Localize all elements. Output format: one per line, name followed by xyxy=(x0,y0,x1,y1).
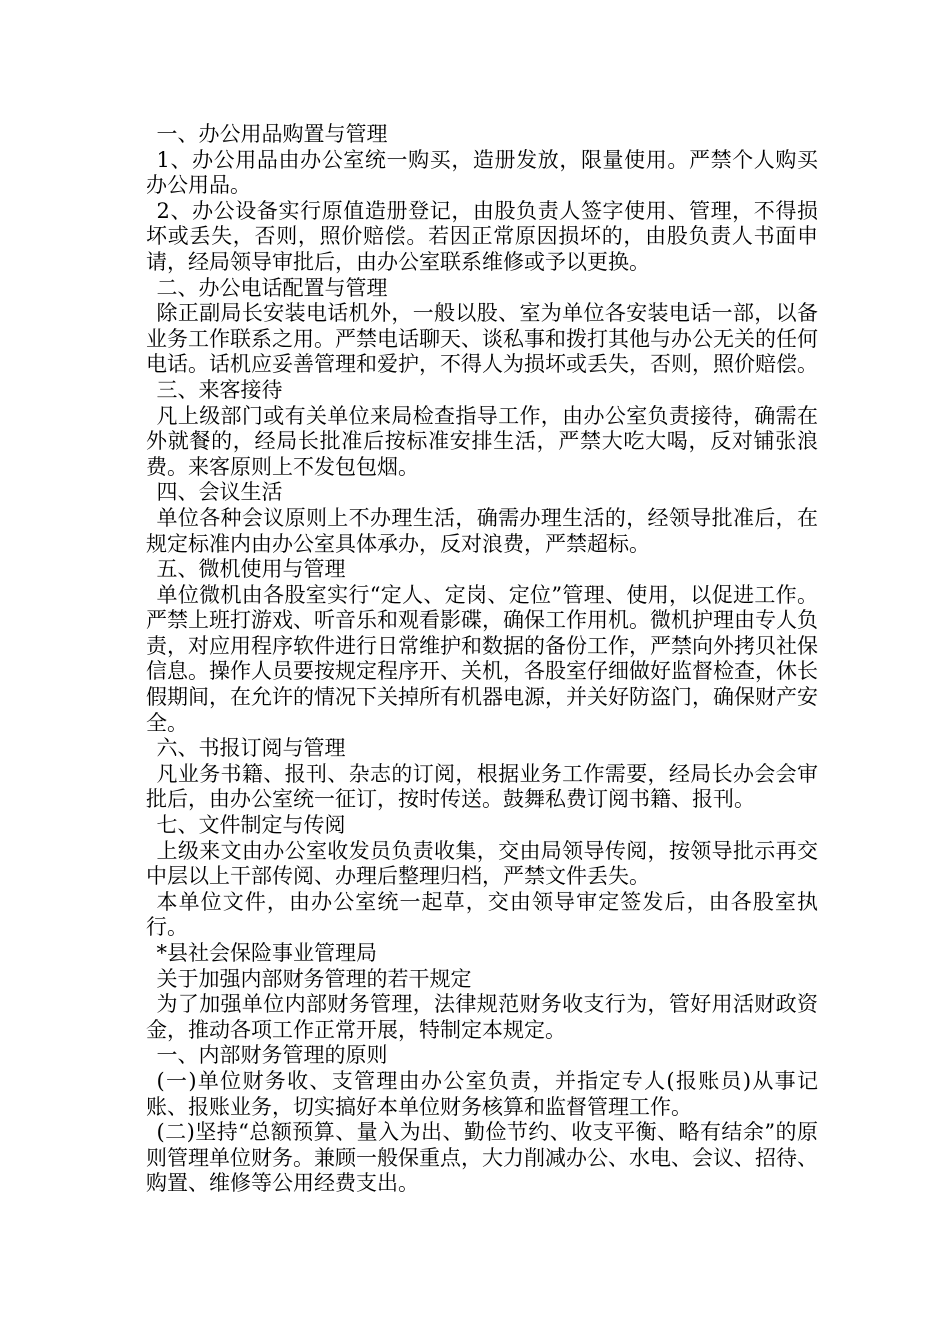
paragraph-supplies-purchase: 1、办公用品由办公室统一购买，造册发放，限量使用。严禁个人购买办公用品。 xyxy=(146,147,818,198)
paragraph-principle-1: (一)单位财务收、支管理由办公室负责，并指定专人(报账员)从事记账、报账业务，切实搞好本单位财务核算和监督管理工作。 xyxy=(146,1068,818,1119)
heading-financial-principles: 一、内部财务管理的原则 xyxy=(156,1043,388,1068)
paragraph-computer-use: 单位微机由各股室实行“定人、定岗、定位”管理、使用，以促进工作。严禁上班打游戏、听音乐和观看影碟，确保工作用机。微机护理由专人负责，对应用程序软件进行日常维护和数据的备份工作，严禁向外拷贝社保信息。操作人员要按规定程序开、关机，各股室仔细做好监督检查，休长假期间，在允许的情况下关掉所有机器电源，并关好防盗门，确保财产安全。 xyxy=(146,582,818,735)
paragraph-principle-2: (二)坚持“总额预算、量入为出、勤俭节约、收支平衡、略有结余”的原则管理单位财务。兼顾一般保重点，大力削减办公、水电、会议、招待、购置、维修等公用经费支出。 xyxy=(146,1120,818,1196)
heading-meeting-catering: 四、会议生活 xyxy=(156,480,283,505)
document-body xyxy=(146,122,818,1197)
paragraph-preamble: 为了加强单位内部财务管理，法律规范财务收支行为，管好用活财政资金，推动各项工作正常开展，特制定本规定。 xyxy=(146,992,818,1042)
paragraph-book-subscription: 凡业务书籍、报刊、杂志的订阅，根据业务工作需要，经局长办会会审批后，由办公室统一征订，按时传送。鼓舞私费订阅书籍、报刊。 xyxy=(146,761,818,812)
heading-office-supplies: 一、办公用品购置与管理 xyxy=(156,122,388,146)
paragraph-visitor-reception: 凡上级部门或有关单位来局检查指导工作，由办公室负责接待，确需在外就餐的，经局长批准后按标准安排生活，严禁大吃大喝，反对铺张浪费。来客原则上不发包包烟。 xyxy=(146,403,818,479)
heading-book-subscription: 六、书报订阅与管理 xyxy=(156,736,346,761)
paragraph-equipment-registration: 2、办公设备实行原值造册登记，由股负责人签字使用、管理，不得损坏或丢失，否则，照价赔偿。若因正常原因损坏的，由股负责人书面申请，经局领导审批后，由办公室联系维修或予以更换。 xyxy=(146,198,818,274)
heading-office-phone: 二、办公电话配置与管理 xyxy=(156,275,388,300)
regulation-title: 关于加强内部财务管理的若干规定 xyxy=(156,966,472,991)
issuing-agency: *县社会保险事业管理局 xyxy=(156,941,377,965)
heading-computer-use: 五、微机使用与管理 xyxy=(156,557,346,582)
paragraph-incoming-documents: 上级来文由办公室收发员负责收集，交由局领导传阅，按领导批示再交中层以上干部传阅、办理后整理归档，严禁文件丢失。 xyxy=(146,838,818,889)
paragraph-meeting-catering: 单位各种会议原则上不办理生活，确需办理生活的，经领导批准后，在规定标准内由办公室具体承办，反对浪费，严禁超标。 xyxy=(146,505,818,556)
heading-document-circulation: 七、文件制定与传阅 xyxy=(156,813,346,838)
paragraph-phone-rules: 除正副局长安装电话机外，一般以股、室为单位各安装电话一部，以备业务工作联系之用。严禁电话聊天、谈私事和拨打其他与办公无关的任何电话。话机应妥善管理和爱护，不得人为损坏或丢失，否则，照价赔偿。 xyxy=(146,301,818,377)
paragraph-unit-documents: 本单位文件，由办公室统一起草，交由领导审定签发后，由各股室执行。 xyxy=(146,889,818,940)
heading-visitor-reception: 三、来客接待 xyxy=(156,377,283,402)
